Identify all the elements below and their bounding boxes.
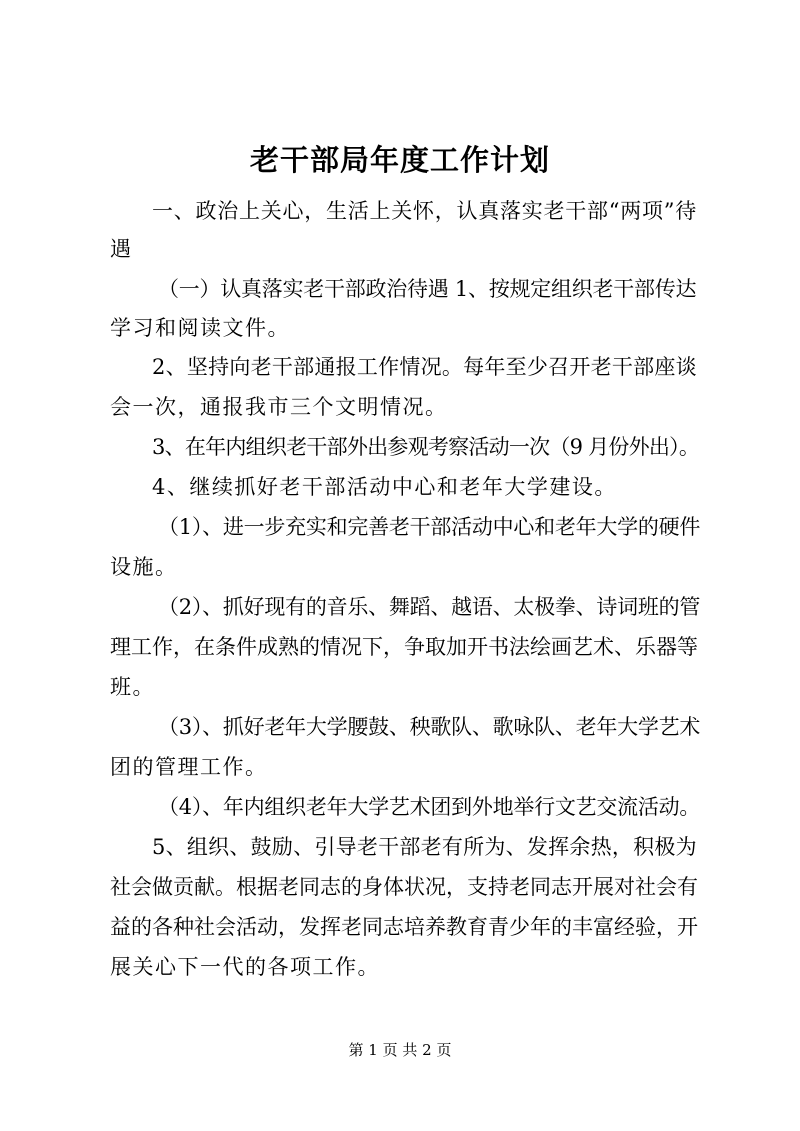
paragraph-line: 3、在年内组织老干部外出参观考察活动一次（9 月份外出）。 — [152, 435, 700, 459]
paragraph-line: （1）、进一步充实和完善老干部活动中心和老年大学的硬件 — [158, 515, 701, 539]
paragraph-line: 理工作，在条件成熟的情况下，争取加开书法绘画艺术、乐器等 — [110, 635, 698, 659]
paragraph-line: 社会做贡献。根据老同志的身体状况，支持老同志开展对社会有 — [110, 875, 698, 899]
paragraph-line: 设施。 — [110, 555, 178, 579]
paragraph-line: 5、组织、鼓励、引导老干部老有所为、发挥余热，积极为 — [152, 835, 697, 859]
paragraph-line: （3）、抓好老年大学腰鼓、秧歌队、歌咏队、老年大学艺术 — [158, 715, 701, 739]
paragraph-line: 遇 — [110, 237, 133, 261]
paragraph-line: 学习和阅读文件。 — [110, 316, 290, 340]
paragraph-line: 2、坚持向老干部通报工作情况。每年至少召开老干部座谈 — [152, 355, 697, 379]
page-indicator: 第 1 页 共 2 页 — [348, 1041, 452, 1059]
paragraph-line: 展关心下一代的各项工作。 — [110, 955, 380, 979]
paragraph-line: 4、继续抓好老干部活动中心和老年大学建设。 — [152, 475, 617, 499]
paragraph-line: 益的各种社会活动，发挥老同志培养教育青少年的丰富经验，开 — [110, 915, 698, 939]
paragraph-line: 会一次，通报我市三个文明情况。 — [110, 395, 448, 419]
paragraph-line: （一）认真落实老干部政治待遇 1、按规定组织老干部传达 — [158, 277, 697, 301]
document-title: 老干部局年度工作计划 — [249, 143, 550, 177]
paragraph-line: （2）、抓好现有的音乐、舞蹈、越语、太极拳、诗词班的管 — [158, 595, 701, 619]
paragraph-line: 班。 — [110, 675, 155, 699]
paragraph-line: 团的管理工作。 — [110, 755, 268, 779]
paragraph-line: （4）、年内组织老年大学艺术团到外地举行文艺交流活动。 — [158, 795, 701, 819]
paragraph-line: 一、政治上关心，生活上关怀，认真落实老干部“两项”待 — [152, 199, 697, 223]
